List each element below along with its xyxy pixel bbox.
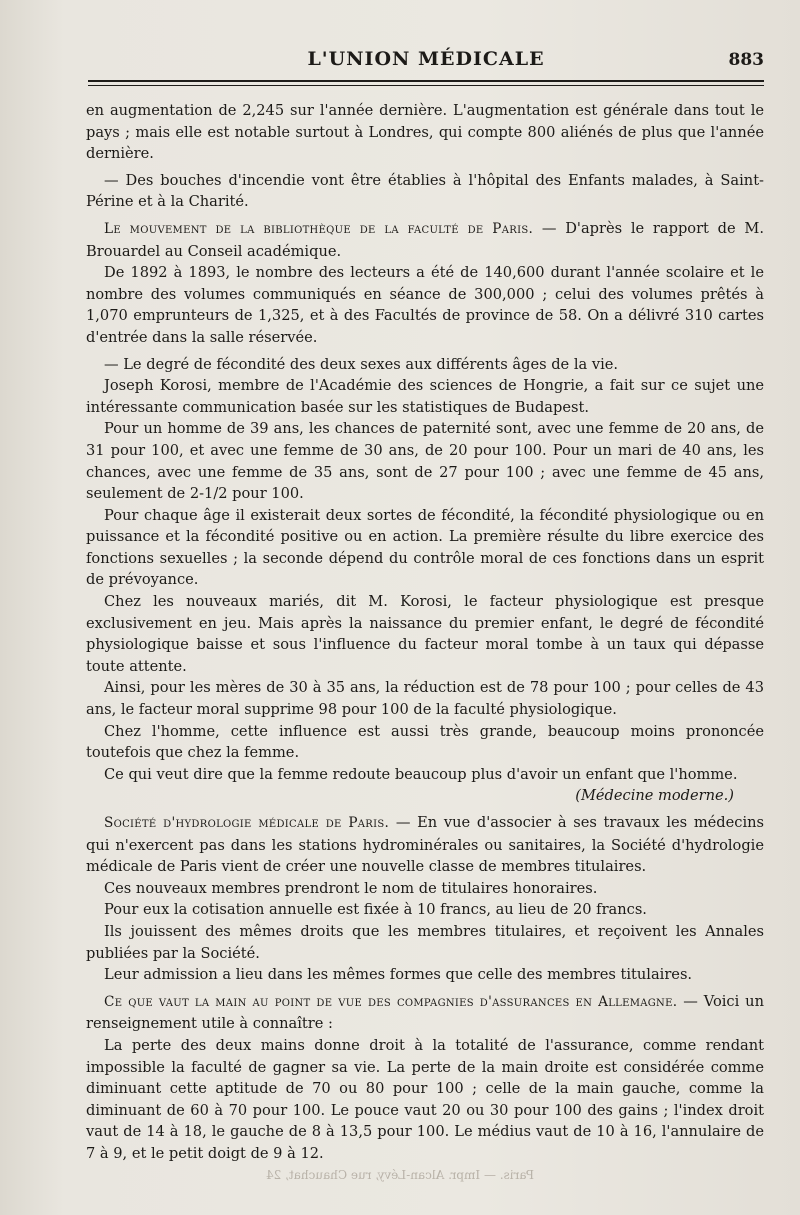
paragraph — [86, 218, 764, 262]
paragraph: Joseph Korosi, membre de l'Académie des sciences de Hongrie, a fait sur ce sujet une intéressante communication basée sur les statistiques de Budapest. — [86, 377, 764, 416]
page-header — [88, 46, 764, 76]
section-heading: Le mouvement de la bibliothèque de la faculté de Paris. — [104, 220, 534, 237]
paragraph: en augmentation de 2,245 sur l'année dernière. L'augmentation est générale dans tout le pays ; mais elle est notable surtout à Londres, qui compte 800 aliénés de plus que l'année dernière. — [86, 102, 764, 163]
paragraph-text: — D'après le rapport de M. Brouardel au Conseil académique. — [86, 219, 764, 260]
paragraph: — Le degré de fécondité des deux sexes aux différents âges de la vie. — [104, 355, 619, 373]
paragraph-text: — Voici un renseignement utile à connaître : — [86, 992, 764, 1033]
paragraph — [86, 991, 764, 1035]
paragraph: Chez les nouveaux mariés, dit M. Korosi, le facteur physiologique est presque exclusivement en jeu. Mais après la naissance du premier enfant, le degré de fécondité physiologique baisse et sous l'influence du facteur moral tombe à un taux qui dépasse toute attente. — [86, 593, 764, 675]
paragraph: La perte des deux mains donne droit à la totalité de l'assurance, comme rendant impossible la faculté de gagner sa vie. La perte de la main droite est considérée comme diminuant cette aptitude de 70 ou 80 pour 100 ; celle de la main gauche, comme la diminuant de 60 à 70 pour 100. Le pouce vaut 20 ou 30 pour 100 des gains ; l'index droit vaut de 14 à 18, le gauche de 8 à 13,5 pour 100. Le médius vaut de 10 à 16, l'annulaire de 7 à 9, et le petit doigt de 9 à 12. — [86, 1036, 764, 1162]
paragraph: Ils jouissent des mêmes droits que les membres titulaires, et reçoivent les Annales publiées par la Société. — [86, 922, 764, 962]
article-body — [86, 100, 764, 1165]
paragraph: Leur admission a lieu dans les mêmes formes que celle des membres titulaires. — [104, 966, 693, 984]
page-number: 883 — [728, 50, 764, 70]
paragraph: Ces nouveaux membres prendront le nom de titulaires honoraires. — [104, 879, 598, 897]
section-heading: Ce que vaut la main au point de vue des compagnies d'assurances en Allemagne. — [104, 993, 678, 1010]
header-rule-thin — [88, 85, 764, 86]
source-citation-text: (Médecine moderne.) — [575, 787, 734, 805]
paragraph: Ce qui veut dire que la femme redoute beaucoup plus d'avoir un enfant que l'homme. — [104, 765, 738, 783]
section-heading: Société d'hydrologie médicale de Paris. — [104, 815, 390, 831]
paragraph: Pour un homme de 39 ans, les chances de paternité sont, avec une femme de 20 ans, de 31 pour 100, et avec une femme de 30 ans, de 20 pour 100. Pour un mari de 40 ans, les chances, avec une femme de 35 ans, sont de 27 pour 100 ; avec une femme de 45 ans, seulement de 2-1/2 pour 100. — [86, 420, 764, 503]
source-citation — [86, 785, 764, 807]
paragraph: De 1892 à 1893, le nombre des lecteurs a été de 140,600 durant l'année scolaire et le nombre des volumes communiqués en séance de 300,000 ; celui des volumes prêtés à 1,070 emprunteurs de 1,325, et à des Facultés de province de 58. On a délivré 310 cartes d'entrée dans la salle réservée. — [86, 264, 764, 346]
paragraph: Pour eux la cotisation annuelle est fixée à 10 francs, au lieu de 20 francs. — [104, 901, 647, 919]
paragraph: Ainsi, pour les mères de 30 à 35 ans, la réduction est de 78 pour 100 ; pour celles de 43 ans, le facteur moral supprime 98 pour 100 de la faculté physiologique. — [86, 679, 764, 719]
header-rule — [88, 80, 764, 82]
paragraph: — Des bouches d'incendie vont être établies à l'hôpital des Enfants malades, à Saint-Périne et à la Charité. — [86, 171, 764, 211]
paragraph: Pour chaque âge il existerait deux sortes de fécondité, la fécondité physiologique ou en puissance et la fécondité positive ou en action. La première résulte du libre exercice des fonctions sexuelles ; la seconde dépend du contrôle moral de ces fonctions dans un esprit de prévoyance. — [86, 506, 764, 589]
running-title: L'UNION MÉDICALE — [307, 48, 545, 70]
bleed-through-imprint: Paris. — Impr. Alcan-Lévy, rue Chauchat, 24 — [265, 1168, 535, 1182]
paragraph: Chez l'homme, cette influence est aussi très grande, beaucoup moins prononcée toutefois que chez la femme. — [86, 722, 764, 762]
paragraph-text: — En vue d'associer à ses travaux les médecins qui n'exercent pas dans les stations hydrominérales ou sanitaires, la Société d'hydrologie médicale de Paris vient de créer une nouvelle classe de membres titulaires. — [86, 814, 765, 876]
paragraph — [86, 812, 764, 878]
